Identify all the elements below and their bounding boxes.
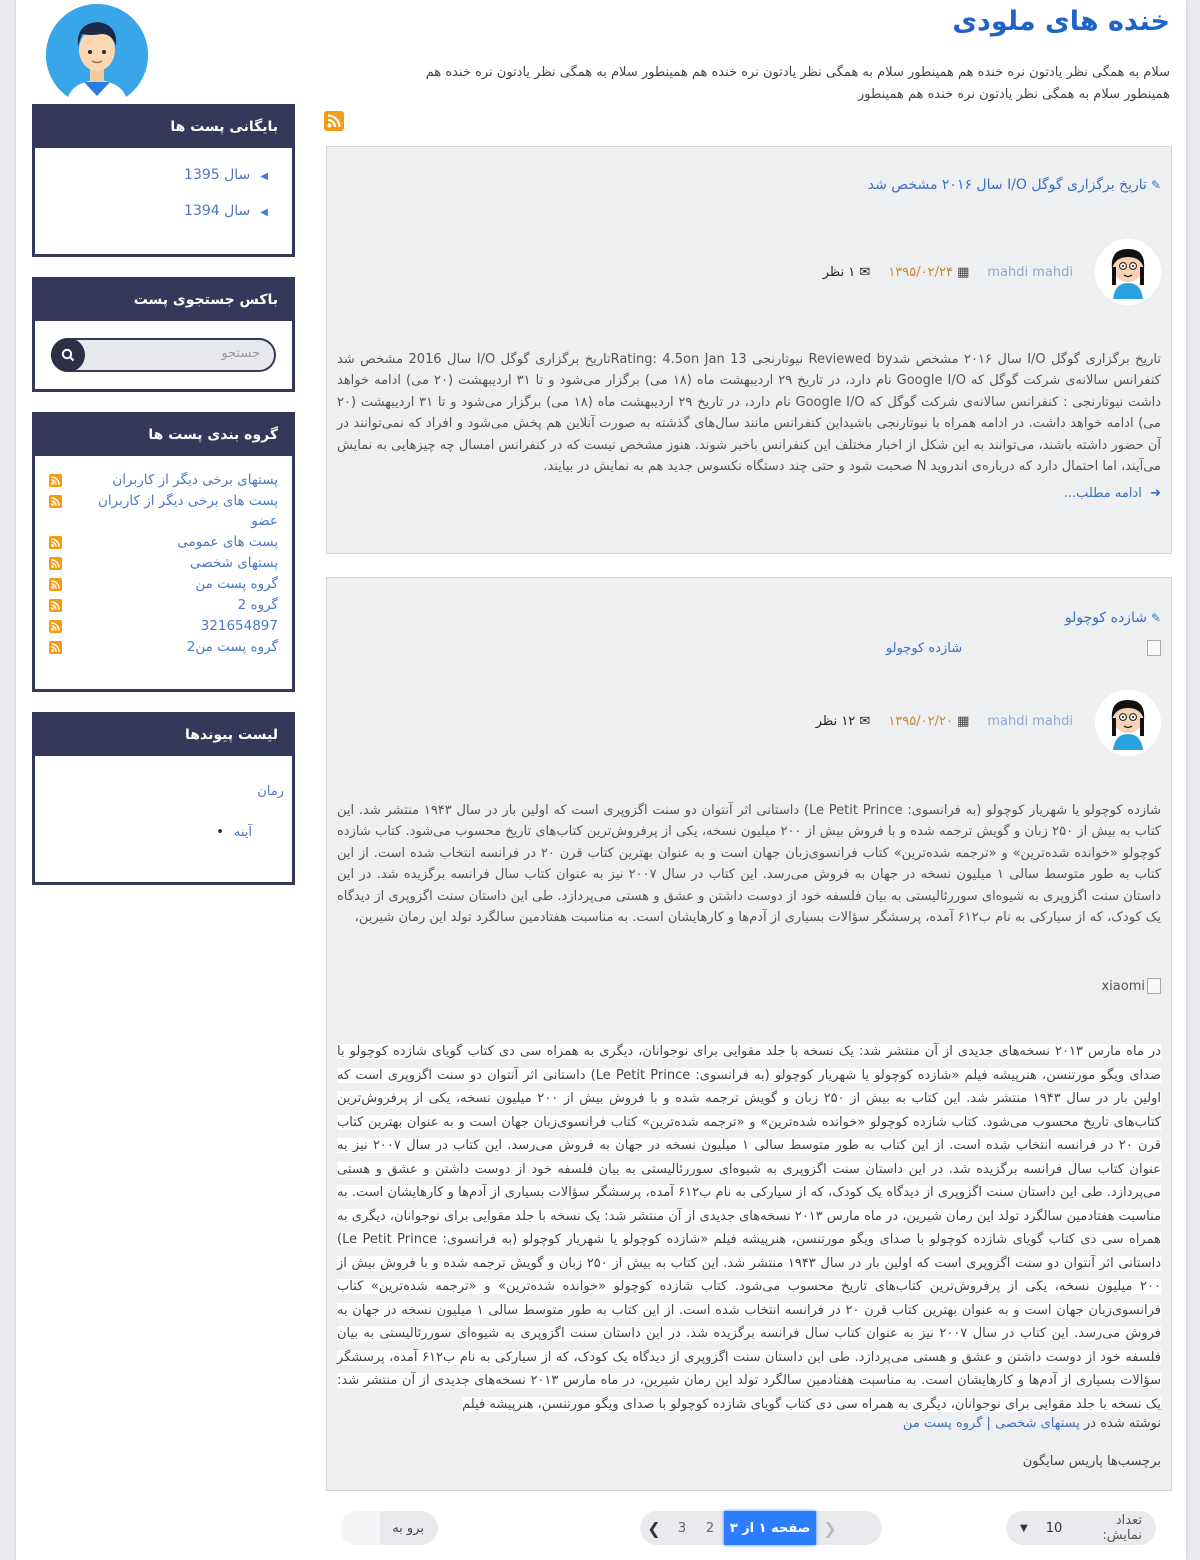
calendar-icon: ▦ <box>957 714 970 729</box>
category-item[interactable] <box>49 532 278 553</box>
category-item[interactable] <box>49 574 278 595</box>
post-author[interactable]: mahdi mahdi <box>987 265 1073 280</box>
links-widget-title: لیست پیوندها <box>35 715 292 756</box>
categories-widget <box>32 412 295 692</box>
post-date: ▦ ۱۳۹۵/۰۲/۲۰ <box>888 714 970 729</box>
page-size-selector[interactable]: تعداد نمایش: 10 ▼ <box>1006 1511 1156 1545</box>
search-button[interactable] <box>51 338 85 372</box>
post-comments[interactable]: ✉ ۱۲ نظر <box>815 714 871 729</box>
category-item[interactable] <box>49 470 278 491</box>
category-link[interactable]: گروه پست من <box>902 1416 983 1431</box>
author-avatar <box>1095 239 1161 305</box>
caret-left-icon: ◀ <box>260 207 268 218</box>
category-label[interactable]: 321654897 <box>200 618 278 634</box>
author-avatar <box>1095 690 1161 756</box>
page-link-2[interactable]: 2 <box>705 1520 715 1536</box>
category-label[interactable]: پست های عمومی <box>177 534 278 550</box>
post-image: xiaomi <box>1101 978 1161 994</box>
rss-feed-icon[interactable] <box>49 495 62 508</box>
category-label[interactable]: پست های برخی دیگر از کاربران عضو <box>98 493 278 529</box>
page <box>16 0 1186 1560</box>
envelope-icon: ✉ <box>859 714 871 729</box>
pagination <box>640 1511 882 1545</box>
archive-widget <box>32 104 295 257</box>
post-card <box>326 146 1172 554</box>
post-date: ▦ ۱۳۹۵/۰۲/۲۴ <box>888 265 970 280</box>
caret-left-icon: ◀ <box>260 171 268 182</box>
rss-feed-icon[interactable] <box>49 557 62 570</box>
pin-icon: ✎ <box>1150 178 1161 192</box>
category-item[interactable] <box>49 616 278 637</box>
post-author[interactable]: mahdi mahdi <box>987 714 1073 729</box>
rss-feed-icon[interactable] <box>49 578 62 591</box>
rss-feed-icon[interactable] <box>49 641 62 654</box>
post-meta <box>816 714 1073 729</box>
goto-page-field[interactable] <box>340 1511 380 1545</box>
category-item[interactable] <box>49 491 278 532</box>
site-title[interactable]: خنده های ملودی <box>952 6 1170 37</box>
post-excerpt-continued: در ماه مارس ۲۰۱۳ نسخه‌های جدیدی از آن منتشر شد: یک نسخه با جلد مقوایی برای نوجوانان، دیگری به همراه سی دی کتاب گویای شازده کوچولو با صدای ویگو مورتنسن، هنرپیشه فیلم «شازده کوچولو یا شهریار کوچولو (به فرانسوی: Le Petit Prince) داستانی اثر آنتوان دو سنت اگزوپری است که اولین بار در سال ۱۹۴۳ منتشر شد. این کتاب به بیش از ۲۵۰ زبان و گویش ترجمه شده و با فروش بیش از ۲۰۰ میلیون نسخه، یکی از پرفروش‌ترین کتاب‌های تاریخ محسوب می‌شود. کتاب شازده کوچولو «خوانده شده‌ترین» و «ترجمه شده‌ترین» کتاب فرانسوی‌زبان جهان است و به عنوان بهترین کتاب قرن ۲۰ در فرانسه انتخاب شده است. از این کتاب به طور متوسط سالی ۱ میلیون نسخه در جهان به فروش می‌رسد. این کتاب در سال ۲۰۰۷ نیز به عنوان کتاب سال فرانسه برگزیده شد. در این داستان سنت اگزوپری به شیوه‌ای سوررئالیستی به بیان فلسفه خود از دوست داشتن و عشق و هستی می‌پردازد. طی این داستان سنت اگزوپری از دیدگاه یک کودک، که از سیارکی به نام ب۶۱۲ آمده، پرسشگر سؤالات بسیاری از آدم‌ها و کارهایشان است. به مناسبت هفتادمین سالگرد تولد این رمان شیرین، در ماه مارس ۲۰۱۳ نسخه‌های جدیدی از آن منتشر شد: یک نسخه با جلد مقوایی برای نوجوانان، دیگری به همراه سی دی کتاب گویای شازده کوچولو با صدای ویگو مورتنسن، هنرپیشه فیلم «شازده کوچولو یا شهریار کوچولو (به فرانسوی: Le Petit Prince) داستانی اثر آنتوان دو سنت اگزوپری است که اولین بار در سال ۱۹۴۳ منتشر شد. این کتاب به بیش از ۲۵۰ زبان و گویش ترجمه شده و با فروش بیش از ۲۰۰ میلیون نسخه، یکی از پرفروش‌ترین کتاب‌های تاریخ محسوب می‌شود. کتاب شازده کوچولو «خوانده شده‌ترین» و «ترجمه شده‌ترین» کتاب فرانسوی‌زبان جهان است و به عنوان بهترین کتاب قرن ۲۰ در فرانسه انتخاب شده است. از این کتاب به طور متوسط سالی ۱ میلیون نسخه در جهان به فروش می‌رسد. این کتاب در سال ۲۰۰۷ نیز به عنوان کتاب سال فرانسه برگزیده شد. در این داستان سنت اگزوپری به شیوه‌ای سوررئالیستی به بیان فلسفه خود از دوست داشتن و عشق و هستی می‌پردازد. طی این داستان سنت اگزوپری از دیدگاه یک کودک، که از سیارکی به نام ب۶۱۲ آمده، پرسشگر سؤالات بسیاری از آدم‌ها و کارهایشان است. به مناسبت هفتادمین سالگرد تولد این رمان شیرین، در ماه مارس ۲۰۱۳ نسخه‌های جدیدی از آن منتشر شد: یک نسخه با جلد مقوایی برای نوجوانان، دیگری به همراه سی دی کتاب گویای شازده کوچولو با صدای ویگو مورتنسن، هنرپیشه فیلم <box>337 1044 1162 1412</box>
current-page: صفحه ۱ از ۳ <box>724 1511 816 1545</box>
category-label[interactable]: گروه پست من <box>195 576 278 592</box>
category-item[interactable] <box>49 553 278 574</box>
category-link[interactable]: پستهای شخصی <box>995 1416 1080 1431</box>
search-input[interactable] <box>51 338 276 372</box>
rss-feed-icon[interactable] <box>324 111 344 131</box>
read-more-link[interactable]: ➜ ادامه مطلب... <box>1063 486 1161 501</box>
post-categories: نوشته شده در پستهای شخصی | گروه پست من <box>902 1416 1161 1431</box>
post-title[interactable]: ✎شازده کوچولو <box>1064 610 1161 626</box>
post-meta <box>823 265 1073 280</box>
link-item[interactable]: آینه • <box>35 825 292 840</box>
calendar-icon: ▦ <box>957 265 970 280</box>
links-widget <box>32 712 295 885</box>
chevron-left-icon[interactable]: ❮ <box>647 1518 661 1538</box>
category-label[interactable]: گروه پست من2 <box>186 639 278 655</box>
link-item[interactable]: رمان <box>257 784 284 799</box>
chevron-right-icon[interactable]: ❯ <box>823 1518 837 1538</box>
goto-page-input[interactable]: برو به <box>340 1511 438 1545</box>
chevron-down-icon[interactable]: ▼ <box>1020 1522 1028 1534</box>
rss-feed-icon[interactable] <box>49 536 62 549</box>
broken-image-icon <box>1147 640 1161 656</box>
search-placeholder: جستجو <box>221 346 260 361</box>
rss-feed-icon[interactable] <box>49 620 62 633</box>
post-image: شازده کوچولو <box>701 640 1161 656</box>
site-description: سلام به همگی نظر یادتون نره خنده هم همینطور سلام به همگی نظر یادتون نره خنده هم همینطور سلام به همگی نظر یادتون نره خنده هم همینطور سلام به همگی نظر یادتون نره خنده هم همینطور <box>425 65 1170 102</box>
rss-feed-icon[interactable] <box>49 599 62 612</box>
category-item[interactable] <box>49 595 278 616</box>
arrow-left-icon: ➜ <box>1150 486 1161 501</box>
site-avatar <box>46 4 148 106</box>
tag-link[interactable]: پاریس سایگون <box>1022 1454 1103 1469</box>
search-icon <box>61 348 75 362</box>
broken-image-icon <box>1147 978 1161 994</box>
archive-item-1394[interactable]: ◀سال 1394 <box>184 203 268 219</box>
category-label[interactable]: پستهای شخصی <box>189 555 278 571</box>
post-excerpt: تاریخ برگزاری گوگل I/O سال ۲۰۱۶ مشخص شدReviewed by نیوتارنجی Rating: 4.5on Jan 13تاریخ برگزاری گوگل I/O سال 2016 مشخص شد کنفرانس سالانه‌ی شرکت گوگل که Google I/O نام دارد، در تاریخ ۲۹ اردیبهشت ماه (۱۸ می) برگزار می‌شود و تا ۳۱ اردیبهشت (۲۰ می) ادامه خواهد داشت نیوتارنجی : کنفرانس سالانه‌ی شرکت گوگل که Google I/O نام دارد، در تاریخ ۲۹ اردیبهشت ماه (۱۸ می) برگزار می‌شود و تا ۳۱ اردیبهشت (۲۰ می) ادامه خواهد داشت. در ادامه همراه با نیوتارنجی باشیداین کنفرانس مانند سال‌های گذشته به صورت آنلاین هم پخش می‌شود و افراد که نمی‌توانند در آن حضور داشته باشند، می‌توانند به این شکل از اخبار مختلف این کنفرانس باخبر شوند. هنوز مشخص نیست که در کنفرانس امسال چه چیزهایی به نمایش می‌آیند، اما احتمال دارد که درباره‌ی اندروید N صحبت شود و حتی چند دستگاه نکسوس جدید هم به نمایش در بیایند. <box>337 352 1162 475</box>
categories-widget-title: گروه بندی پست ها <box>35 415 292 456</box>
search-widget-title: باکس جستجوی پست <box>35 280 292 321</box>
search-widget <box>32 277 295 392</box>
post-tags: برچسب‌ها پاریس سایگون <box>1022 1454 1161 1469</box>
post-excerpt: شازده کوچولو یا شهریار کوچولو (به فرانسوی: Le Petit Prince) داستانی اثر آنتوان دو سنت اگزوپری است که اولین بار در سال ۱۹۴۳ منتشر شد. این کتاب به بیش از ۲۵۰ زبان و گویش ترجمه شده و با فروش بیش از ۲۰۰ میلیون نسخه، یکی از پرفروش‌ترین کتاب‌های تاریخ محسوب می‌شود. کتاب شازده کوچولو «خوانده شده‌ترین» و «ترجمه شده‌ترین» کتاب فرانسوی‌زبان جهان است و به عنوان بهترین کتاب قرن ۲۰ در فرانسه انتخاب شده است. از این کتاب به طور متوسط سالی ۱ میلیون نسخه در جهان به فروش می‌رسد. این کتاب در سال ۲۰۰۷ نیز به عنوان کتاب سال فرانسه برگزیده شد. در این داستان سنت اگزوپری به شیوه‌ای سوررئالیستی به بیان فلسفه خود از دوست داشتن و عشق و هستی می‌پردازد. طی این داستان سنت اگزوپری از دیدگاه یک کودک، که از سیارکی به نام ب۶۱۲ آمده، پرسشگر سؤالات بسیاری از آدم‌ها و کارهایشان است. به مناسبت هفتادمین سالگرد تولد این رمان شیرین، <box>337 803 1162 926</box>
pin-icon: ✎ <box>1150 611 1161 625</box>
post-card <box>326 577 1172 1491</box>
envelope-icon: ✉ <box>859 265 871 280</box>
archive-item-1395[interactable]: ◀سال 1395 <box>184 167 268 183</box>
page-link-3[interactable]: 3 <box>677 1520 687 1536</box>
post-comments[interactable]: ✉ ۱ نظر <box>822 265 871 280</box>
category-label[interactable]: پستهای برخی دیگر از کاربران <box>112 472 278 488</box>
category-item[interactable] <box>49 637 278 658</box>
archive-widget-title: بایگانی پست ها <box>35 107 292 148</box>
rss-feed-icon[interactable] <box>49 474 62 487</box>
category-label[interactable]: گروه 2 <box>237 597 278 613</box>
post-title[interactable]: ✎تاریخ برگزاری گوگل I/O سال ۲۰۱۶ مشخص شد <box>867 177 1161 193</box>
page-size-value[interactable]: 10 <box>1045 1520 1063 1536</box>
